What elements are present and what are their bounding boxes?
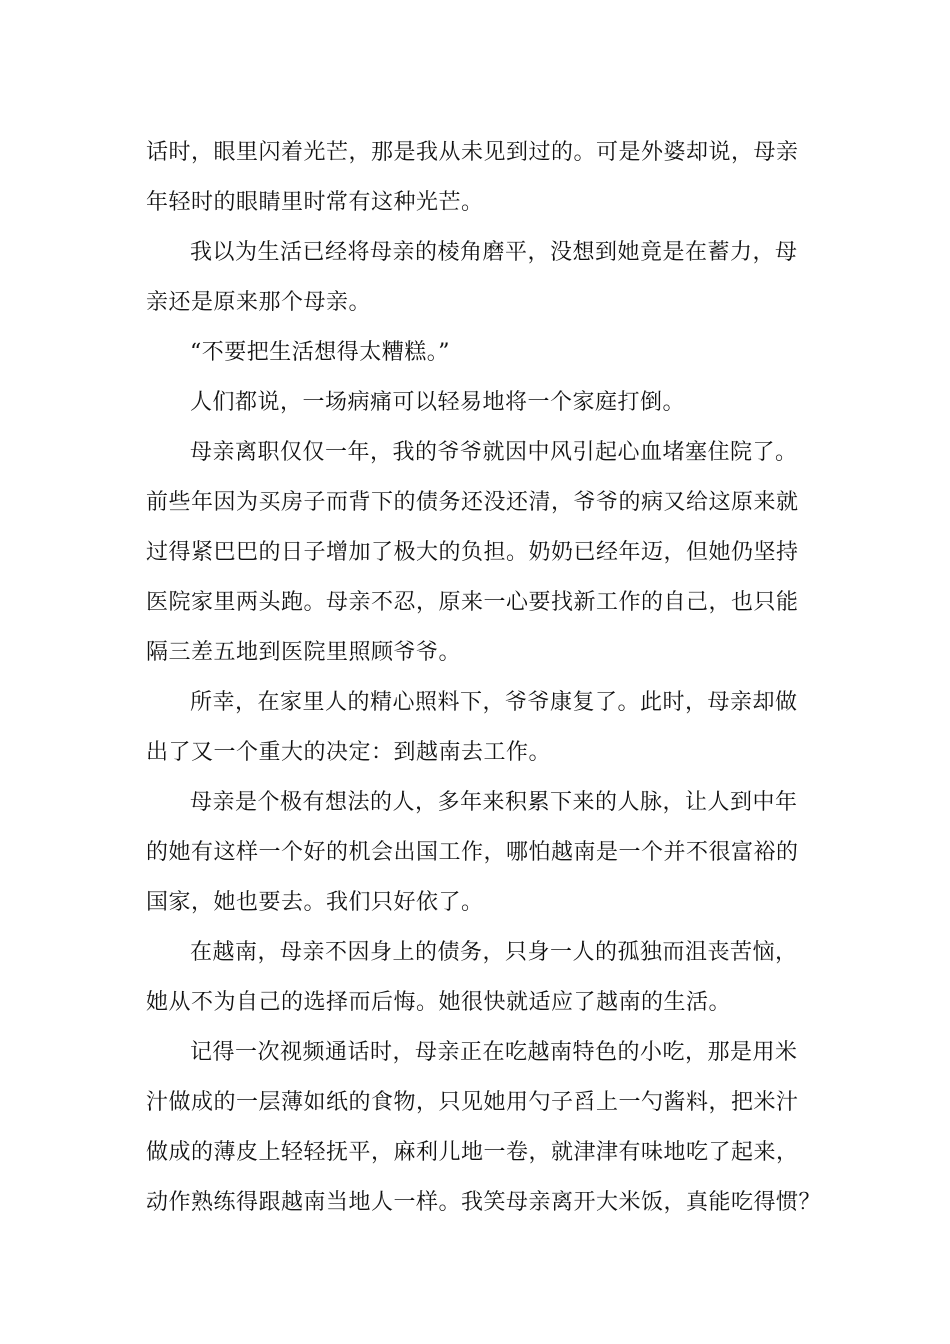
text-line: 医院家里两头跑。母亲不忍，原来一心要找新工作的自己，也只能 — [146, 590, 799, 615]
text-line: 人们都说，一场病痛可以轻易地将一个家庭打倒。 — [190, 390, 686, 415]
text-line: 记得一次视频通话时，母亲正在吃越南特色的小吃，那是用米 — [190, 1040, 798, 1065]
text-line: 隔三差五地到医院里照顾爷爷。 — [146, 640, 462, 665]
text-line: 的她有这样一个好的机会出国工作，哪怕越南是一个并不很富裕的 — [146, 840, 799, 865]
text-line: 她从不为自己的选择而后悔。她很快就适应了越南的生活。 — [146, 990, 732, 1015]
text-line: 过得紧巴巴的日子增加了极大的负担。奶奶已经年迈，但她仍坚持 — [146, 540, 799, 565]
body-text — [146, 128, 822, 1228]
text-line: 动作熟练得跟越南当地人一样。我笑母亲离开大米饭，真能吃得惯？ — [146, 1190, 822, 1215]
text-line: 年轻时的眼睛里时常有这种光芒。 — [146, 190, 484, 215]
text-line: “不要把生活想得太糟糕。” — [190, 340, 450, 365]
text-line: 我以为生活已经将母亲的棱角磨平，没想到她竟是在蓄力，母 — [190, 240, 798, 265]
text-line: 在越南，母亲不因身上的债务，只身一人的孤独而沮丧苦恼， — [190, 940, 798, 965]
text-line: 汁做成的一层薄如纸的食物，只见她用勺子舀上一勺酱料，把米汁 — [146, 1090, 799, 1115]
text-line: 国家，她也要去。我们只好依了。 — [146, 890, 484, 915]
text-line: 母亲离职仅仅一年，我的爷爷就因中风引起心血堵塞住院了。 — [190, 440, 798, 465]
text-line: 前些年因为买房子而背下的债务还没还清，爷爷的病又给这原来就 — [146, 490, 799, 515]
text-line: 做成的薄皮上轻轻抚平，麻利儿地一卷，就津津有味地吃了起来， — [146, 1140, 799, 1165]
text-line: 亲还是原来那个母亲。 — [146, 290, 372, 315]
text-line: 所幸，在家里人的精心照料下，爷爷康复了。此时，母亲却做 — [190, 690, 798, 715]
text-line: 母亲是个极有想法的人，多年来积累下来的人脉，让人到中年 — [190, 790, 798, 815]
text-line: 话时，眼里闪着光芒，那是我从未见到过的。可是外婆却说，母亲 — [146, 140, 799, 165]
text-line: 出了又一个重大的决定：到越南去工作。 — [146, 740, 552, 765]
